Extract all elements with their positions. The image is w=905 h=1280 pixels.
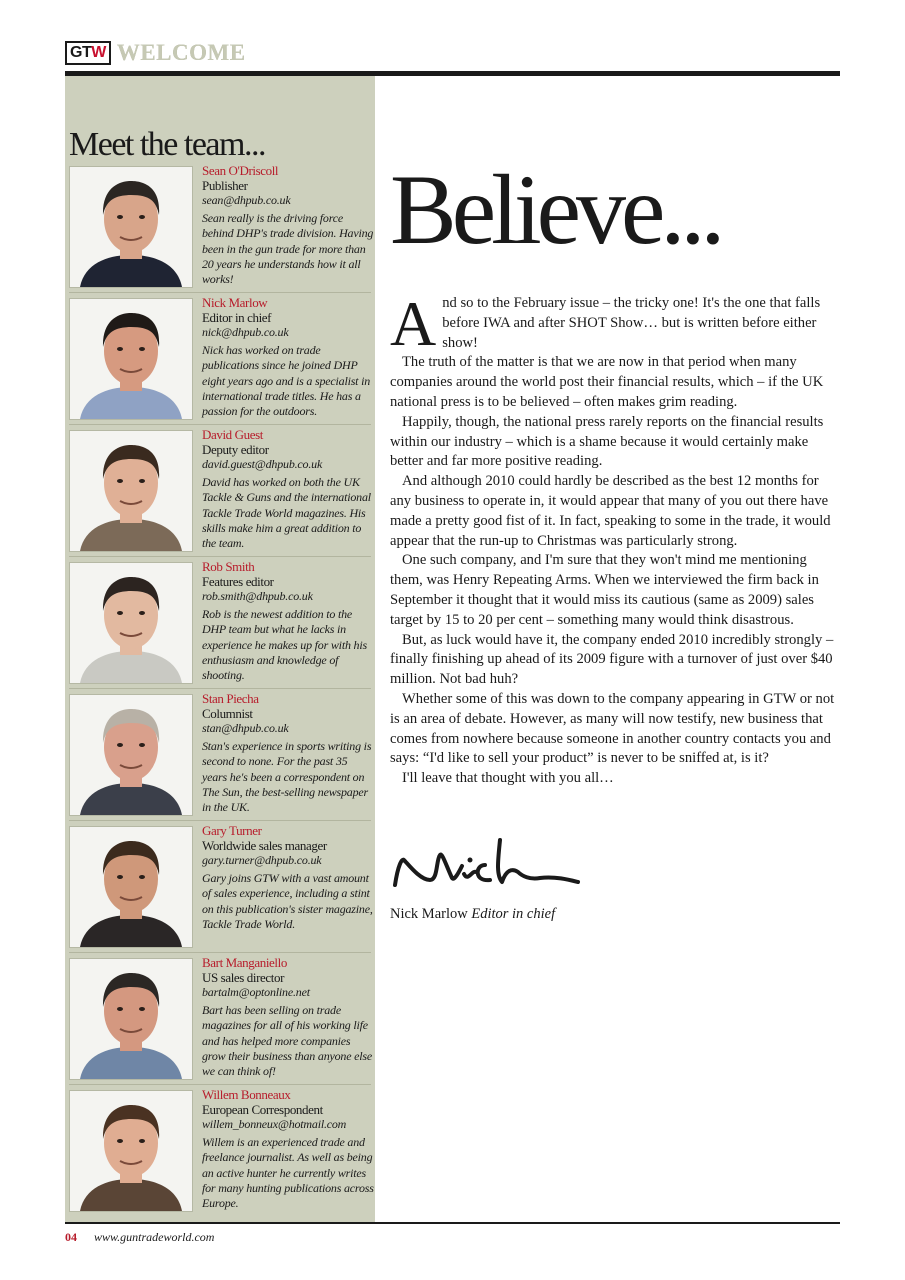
team-member [69, 295, 371, 425]
bottom-rule [65, 1222, 840, 1224]
member-divider [69, 556, 371, 557]
member-info [202, 823, 374, 932]
member-photo [69, 958, 193, 1080]
team-member [69, 955, 371, 1085]
signoff [390, 906, 555, 923]
team-member [69, 427, 371, 557]
team-member [69, 1087, 374, 1217]
gtw-logo [65, 41, 111, 65]
logo-gt: GT [70, 44, 92, 61]
member-name: David Guest [202, 427, 263, 442]
page-number: 04 [65, 1230, 77, 1244]
member-role: Deputy editor [202, 442, 269, 457]
member-name: Stan Piecha [202, 691, 259, 706]
footer [65, 1230, 214, 1245]
member-role: Publisher [202, 178, 248, 193]
article-body [390, 288, 839, 789]
member-photo [69, 166, 193, 288]
member-role: Worldwide sales manager [202, 838, 327, 853]
member-bio: Stan's experience in sports writing is second to none. For the past 35 years he's been a correspondent on The Sun, the best-selling newspaper in the UK. [202, 739, 372, 815]
member-name: Sean O'Driscoll [202, 163, 279, 178]
member-bio: Nick has worked on trade publications since he joined DHP eight years ago and is a specialist in international trade titles. He has a passion for the outdoors. [202, 343, 371, 419]
member-role: Columnist [202, 706, 253, 721]
member-divider [69, 1084, 371, 1085]
member-email[interactable]: rob.smith@dhpub.co.uk [202, 589, 313, 603]
team-member [69, 823, 371, 953]
member-email[interactable]: bartalm@optonline.net [202, 985, 310, 999]
team-member [69, 163, 374, 293]
team-heading: Meet the team... [69, 126, 265, 163]
member-bio: Bart has been selling on trade magazines for all of his working life and has helped more companies grow their business than anyone else we can think of! [202, 1003, 373, 1079]
member-photo [69, 1090, 193, 1212]
member-email[interactable]: nick@dhpub.co.uk [202, 325, 289, 339]
member-bio: Willem is an experienced trade and freelance journalist. As well as being an active hunter he currently writes for many hunting publications across Europe. [202, 1135, 374, 1211]
member-name: Bart Manganiello [202, 955, 287, 970]
member-divider [69, 820, 371, 821]
paragraph-text: nd so to the February issue – the tricky one! It's the one that falls before IWA and after SHOT Show… but is written before either show! [442, 295, 821, 351]
article-paragraph: Happily, though, the national press rarely reports on the financial results within our industry – which is a shame because it would certainly make better and far more positive reading. [390, 413, 824, 470]
member-photo [69, 694, 193, 816]
member-photo [69, 298, 193, 420]
article-paragraph: One such company, and I'm sure that they won't mind me mentioning them, was Henry Repeating Arms. When we interviewed the firm back in September it thought that it would miss its cautious (same as 2009) sales target by 15 to 20 per cent – something many would think disastrous. [390, 552, 819, 628]
member-email[interactable]: sean@dhpub.co.uk [202, 193, 291, 207]
member-photo [69, 562, 193, 684]
signoff-name: Nick Marlow [390, 906, 468, 922]
drop-cap: A [390, 288, 437, 359]
member-info [202, 691, 374, 815]
member-info [202, 955, 374, 1079]
footer-url[interactable]: www.guntradeworld.com [94, 1230, 215, 1244]
member-bio: Gary joins GTW with a vast amount of sales experience, including a stint on this publication's sister magazine, Tackle Trade World. [202, 871, 373, 931]
member-divider [69, 292, 371, 293]
article-paragraph [390, 288, 839, 359]
member-email[interactable]: stan@dhpub.co.uk [202, 721, 289, 735]
article-paragraph: Whether some of this was down to the company appearing in GTW or not is an area of debate. However, as many will now testify, new business that comes from nowhere because someone in another country contacts you and says: “I'd like to sell your product” is never to be sniffed at, is it? [390, 690, 835, 767]
member-email[interactable]: david.guest@dhpub.co.uk [202, 457, 323, 471]
member-name: Rob Smith [202, 559, 255, 574]
member-name: Gary Turner [202, 823, 262, 838]
article-paragraph: And although 2010 could hardly be described as the best 12 months for any business to operate in, it would appear that many of you out there have made a pretty good fist of it. In fact, speaking to some in the trade, it would appear that the run-up to Christmas was particularly strong. [390, 473, 831, 549]
member-photo [69, 826, 193, 948]
member-role: European Correspondent [202, 1102, 323, 1117]
member-email[interactable]: willem_bonneux@hotmail.com [202, 1117, 347, 1131]
signature-image [390, 830, 590, 905]
member-info [202, 427, 374, 551]
header [65, 40, 246, 66]
article-paragraph: The truth of the matter is that we are now in that period when many companies around the world post their financial results, which – if the UK national press is to be believed – often makes grim reading. [390, 354, 824, 410]
member-divider [69, 952, 371, 953]
member-divider [69, 424, 371, 425]
member-info [202, 295, 374, 419]
article-paragraph: But, as luck would have it, the company ended 2010 incredibly strongly – finally finishing up ahead of its 2009 figure with a turnover of just over $40 million. Not bad huh? [390, 631, 834, 688]
team-member [69, 559, 371, 689]
signoff-title: Editor in chief [471, 906, 556, 922]
member-role: US sales director [202, 970, 285, 985]
member-bio: Sean really is the driving force behind DHP's trade division. Having been in the gun trade for more than 20 years he understands how it all works! [202, 211, 374, 287]
member-info [202, 1087, 374, 1211]
article-paragraph: I'll leave that thought with you all… [402, 770, 614, 787]
member-info [202, 163, 374, 287]
member-info [202, 559, 374, 683]
member-name: Willem Bonneaux [202, 1087, 291, 1102]
team-member [69, 691, 371, 821]
member-name: Nick Marlow [202, 295, 268, 310]
section-title: WELCOME [116, 40, 246, 65]
logo-w: W [91, 44, 106, 61]
member-email[interactable]: gary.turner@dhpub.co.uk [202, 853, 322, 867]
member-role: Features editor [202, 574, 274, 589]
member-role: Editor in chief [202, 310, 272, 325]
member-bio: David has worked on both the UK Tackle & Guns and the international Tackle Trade World magazines. His skills make him a great addition to the team. [202, 475, 371, 551]
member-divider [69, 688, 371, 689]
article-headline: Believe... [390, 154, 721, 265]
member-bio: Rob is the newest addition to the DHP team but what he lacks in experience he makes up for with his enthusiasm and knowledge of shooting. [202, 607, 367, 683]
member-photo [69, 430, 193, 552]
